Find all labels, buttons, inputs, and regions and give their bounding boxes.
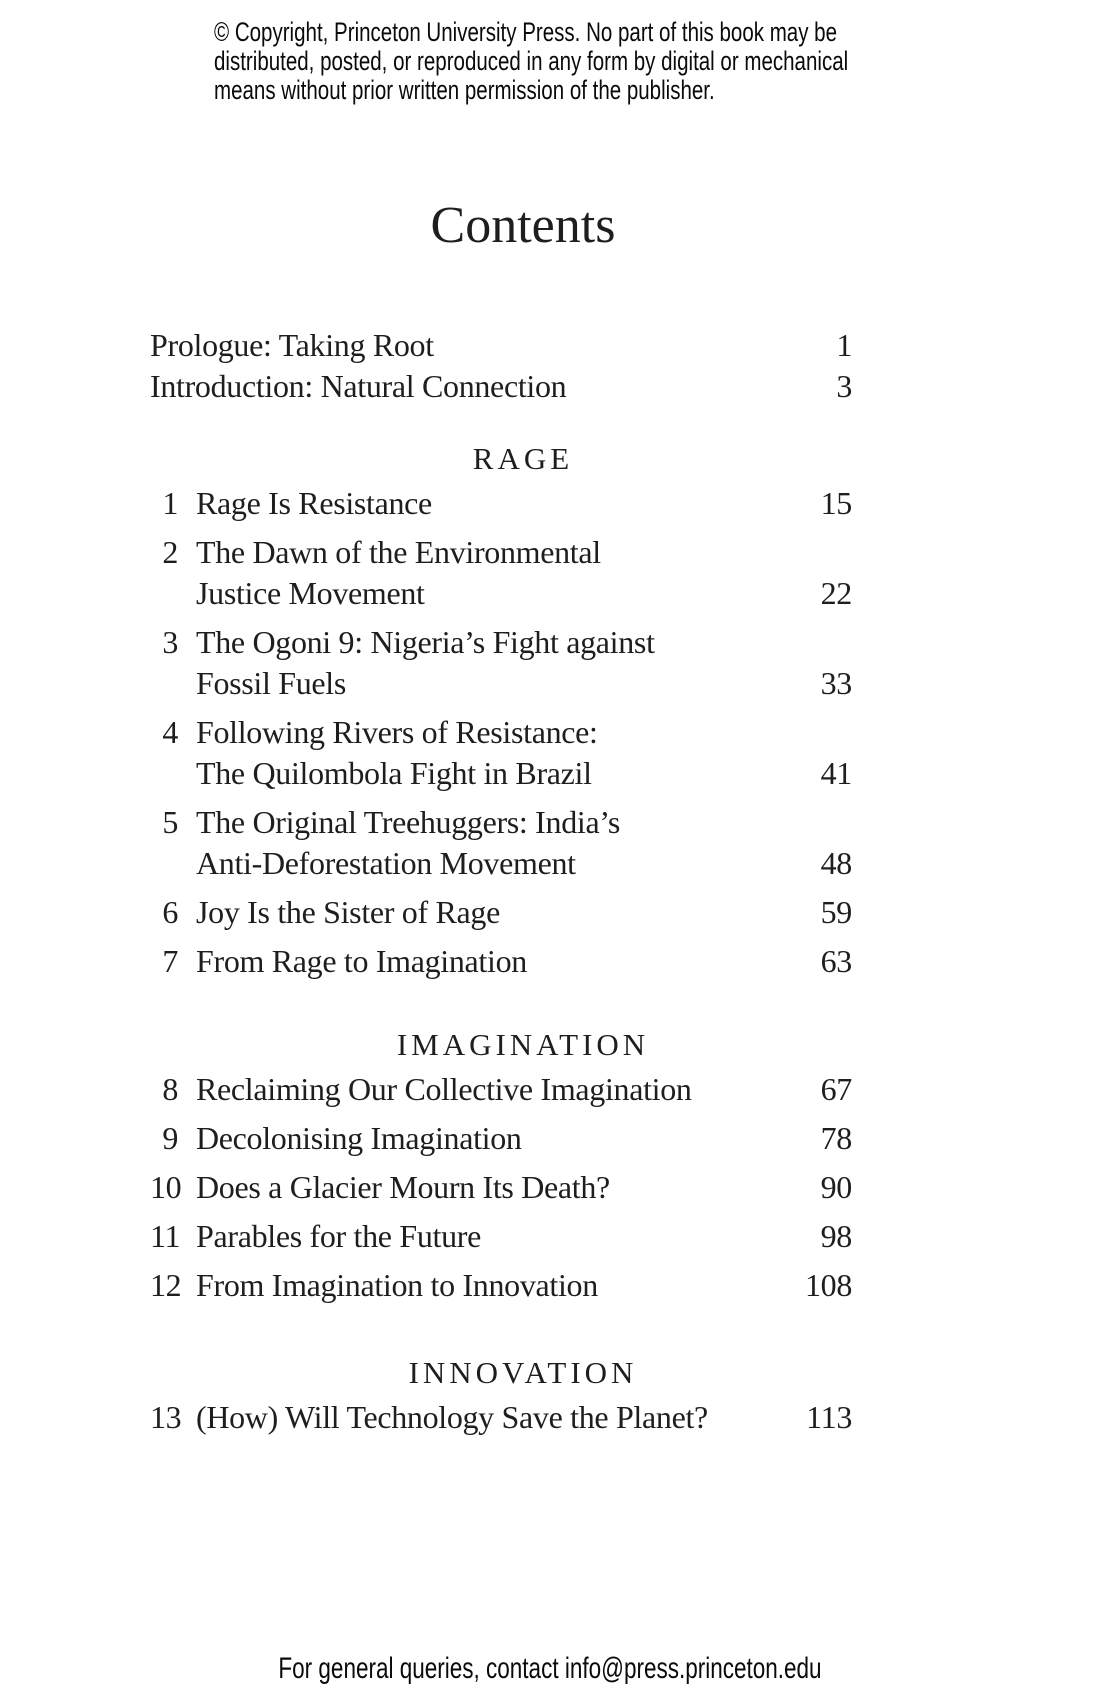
chapter-number: 10 [150,1169,182,1205]
toc-entry [150,483,852,524]
chapter-number: 9 [162,1120,178,1156]
page-number: 22 [820,575,852,611]
front-matter-label: Introduction: Natural Connection [150,368,567,404]
page-number: 108 [804,1267,852,1303]
section-heading-rage: RAGE [472,441,574,476]
chapter-title-line: Joy Is the Sister of Rage [196,894,500,930]
chapter-title-line: (How) Will Technology Save the Planet? [196,1399,708,1435]
chapter-number: 6 [162,894,178,930]
toc-front-matter-row [150,325,852,366]
copyright-line: means without prior written permission of the publisher. [214,75,715,105]
section-heading-imagination: IMAGINATION [396,1027,650,1062]
page-number: 15 [820,485,852,521]
section-heading-innovation: INNOVATION [408,1355,638,1390]
page-number: 41 [820,755,852,791]
toc-entry [150,1167,852,1208]
chapter-number: 13 [150,1399,182,1435]
copyright-line: © Copyright, Princeton University Press. No part of this book may be [214,17,837,47]
chapter-title-line: Anti-Deforestation Movement [196,845,576,881]
toc-entry [150,712,852,794]
page-number: 3 [836,368,852,404]
toc-entry [150,622,852,704]
chapter-number: 1 [162,485,178,521]
chapter-title-line: From Rage to Imagination [196,943,527,979]
page-number: 90 [820,1169,852,1205]
chapter-number: 2 [162,534,178,570]
toc-entry [150,1397,852,1438]
page-number: 113 [806,1399,852,1435]
chapter-title-line: Decolonising Imagination [196,1120,522,1156]
page-number: 33 [820,665,852,701]
page-number: 1 [836,327,852,363]
toc-entry [150,802,852,884]
footer-queries-note: For general queries, contact info@press.princeton.edu [278,1652,822,1685]
chapter-title-line: Fossil Fuels [196,665,346,701]
page-number: 98 [820,1218,852,1254]
copyright-line: distributed, posted, or reproduced in any form by digital or mechanical [214,46,849,76]
toc-entry [150,532,852,614]
page-title: Contents [430,197,616,254]
chapter-title-line: The Dawn of the Environmental [196,534,601,570]
chapter-title-line: The Quilombola Fight in Brazil [196,755,592,791]
toc-entry [150,1069,852,1110]
chapter-title-line: Justice Movement [196,575,425,611]
page-number: 59 [820,894,852,930]
chapter-title-line: Rage Is Resistance [196,485,432,521]
chapter-number: 7 [162,943,178,979]
front-matter-label: Prologue: Taking Root [150,327,434,363]
toc-entry [150,1265,852,1306]
toc-entry [150,892,852,933]
page-number: 48 [820,845,852,881]
page-number: 78 [820,1120,852,1156]
chapter-title-line: The Ogoni 9: Nigeria’s Fight against [196,624,655,660]
chapter-number: 12 [150,1267,182,1303]
chapter-title-line: Parables for the Future [196,1218,481,1254]
chapter-number: 4 [162,714,178,750]
toc-front-matter-row [150,366,852,407]
copyright-notice [214,18,848,105]
page-number: 63 [820,943,852,979]
toc-entry [150,1118,852,1159]
chapter-number: 5 [162,804,178,840]
chapter-number: 11 [150,1218,181,1254]
chapter-title-line: The Original Treehuggers: India’s [196,804,621,840]
page-number: 67 [820,1071,852,1107]
chapter-number: 8 [162,1071,178,1107]
toc-entry [150,1216,852,1257]
chapter-title-line: Reclaiming Our Collective Imagination [196,1071,692,1107]
chapter-title-line: From Imagination to Innovation [196,1267,598,1303]
table-of-contents [150,325,852,1438]
chapter-title-line: Does a Glacier Mourn Its Death? [196,1169,610,1205]
chapter-number: 3 [162,624,178,660]
chapter-title-line: Following Rivers of Resistance: [196,714,598,750]
toc-entry [150,941,852,982]
